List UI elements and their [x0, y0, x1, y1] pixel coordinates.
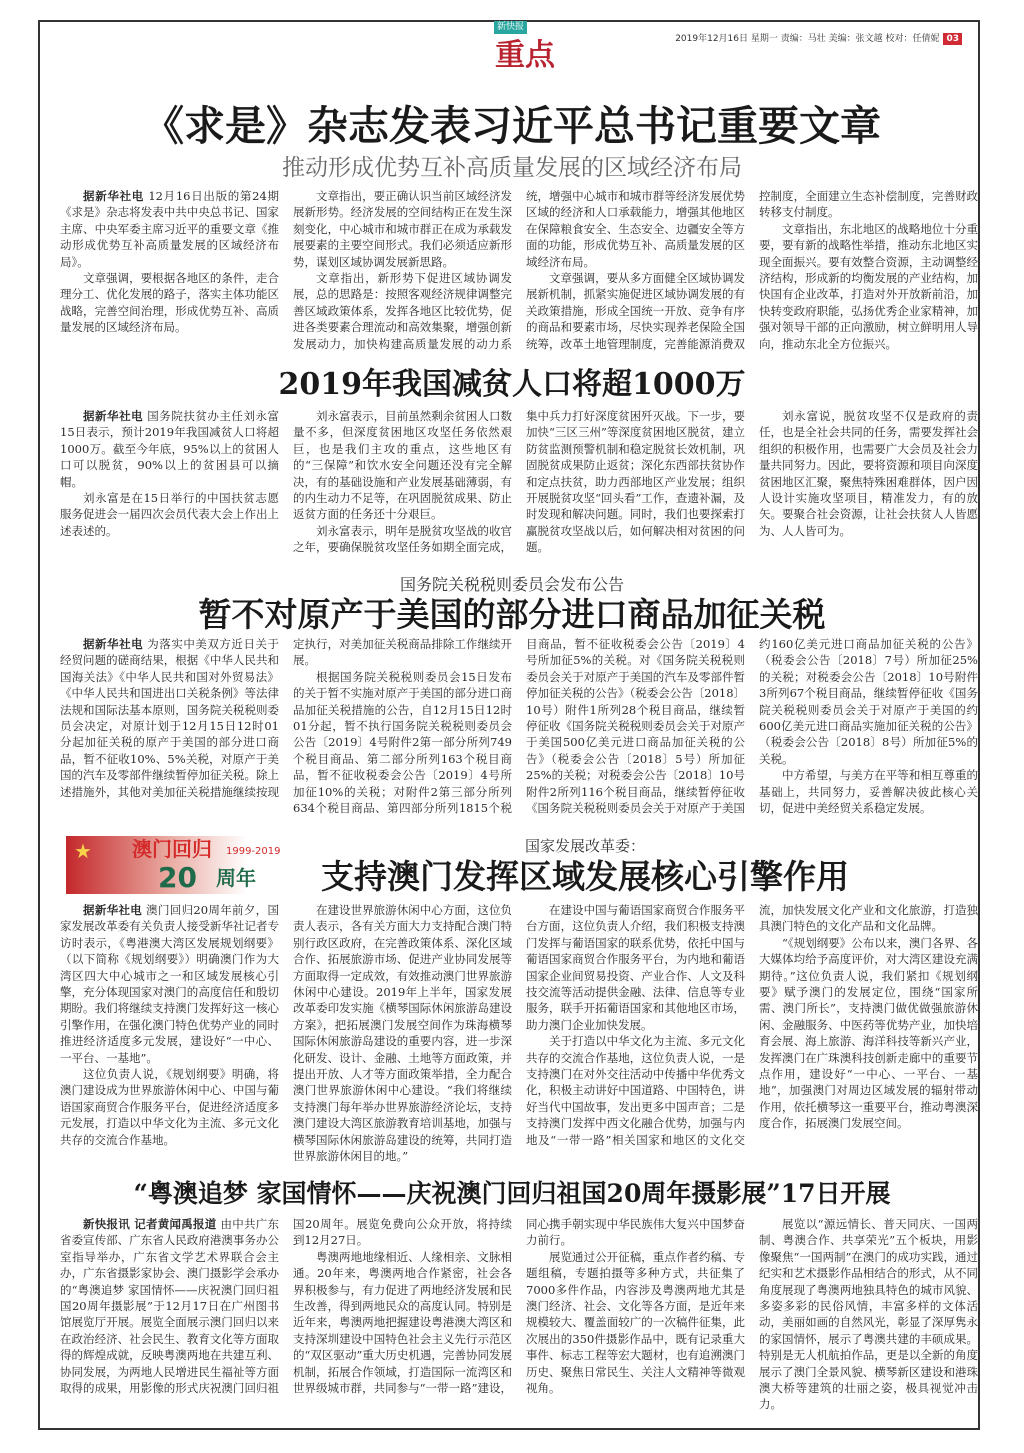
paragraph: 这位负责人说，《规划纲要》明确，将澳门建设成为世界旅游休闲中心、中国与葡语国家商贸合作服务平台，促进经济适度多元发展，打造以中华文化为主流、多元文化共存的交流合作基地。	[60, 1067, 279, 1147]
logo-suffix: 周年	[216, 866, 256, 890]
paragraph-text: 由中共广东省委宣传部、广东省人民政府港澳事务办公室指导举办，广东省文学艺术界联合会主办，广东省摄影家协会、澳门摄影学会承办的“粤澳追梦 家国情怀——庆祝澳门回归祖国20周年摄影展”于12月17日在广州图书馆展览厅开展。展览全面展示澳门回归以来在政治经济、社会民生、教育文化等方面取得的辉煌成就，反映粤澳两地在共建互利、协同发展，为两地人民增进民生福祉等方面取得的成果，用影像的形式庆祝澳门回归祖国20周年。展览免费向公众开放，将持续到12月27日。	[60, 1217, 512, 1396]
article-5-body	[60, 1216, 978, 1422]
logo-text: 澳门回归	[132, 837, 212, 861]
paragraph: “《规划纲要》公布以来，澳门各界、各大媒体均给予高度评价，对大湾区建设充满期待。”这位负责人说，我们紧扣《规划纲要》赋予澳门的发展定位，围绕“国家所需、澳门所长”，支持澳门做优做强旅游休闲、金融服务、中医药等优势产业，加快培育会展、海上旅游、海洋科技等新兴产业，发挥澳门在广珠澳科技创新走廊中的重要节点作用，建设好“一中心、一平台、一基地”，加强澳门对周边区域发展的辐射带动作用，依托横琴这一重要平台，推动粤澳深度合作，拓展澳门发展空间。	[759, 935, 978, 1131]
paragraph: 文章指出，东北地区的战略地位十分重要，要有新的战略性举措，推动东北地区实现全面振兴。要有效整合资源，主动调整经济结构，形成新的均衡发展的产业结构，加快国有企业改革，打造对外开放新前沿，加快转变政府职能，弘扬优秀企业家精神，加强对领导干部的正向激励，树立鲜明用人导向，推动东北全方位振兴。	[759, 221, 978, 351]
article-4-title: 支持澳门发挥区域发展核心引擎作用	[321, 857, 849, 896]
paragraph: 展览通过公开征稿，重点作者约稿、专题组稿，专题拍摄等多种方式，共征集了7000多件作品，内容涉及粤澳两地尤其是澳门经济、社会、文化等各方面，是近年来规模较大、覆盖面较广的一次稿件征集，此次展出的350件摄影作品中，既有记录重大事件、标志工程等宏大题材，也有追溯澳门历史、聚焦日常民生、关注人文精神等微观视角。	[526, 1249, 745, 1396]
paragraph	[60, 188, 279, 270]
paragraph-text: 12月16日出版的第24期《求是》杂志将发表中共中央总书记、国家主席、中央军委主席习近平的重要文章《推动形成优势互补高质量发展的区域经济布局》。	[60, 189, 279, 269]
paragraph: 根据国务院关税税则委员会15日发布的关于暂不实施对原产于美国的部分进口商品加征关税措施的公告，自12月15日12时01分起，暂不执行国务院关税税则委员会公告〔2019〕4号附件2第一部分所列749个税目商品、第二部分所列163个税目商品，暂不征收税委会公告〔2019〕4号所加征10%的关税；对附件2第三部分所列634个税目商品、第四部分所列1815个税目商品，暂不征收税委会公告〔2019〕4号所加征5%的关税。对《国务院关税税则委员会关于对原产于美国的汽车及零部件暂停加征关税的公告》（税委会公告〔2018〕10号）附件1所列28个税目商品，继续暂停征收《国务院关税税则委员会关于对原产于美国500亿美元进口商品加征关税的公告》（税委会公告〔2018〕5号）所加征25%的关税；对税委会公告〔2018〕10号附件2所列116个税目商品，继续暂停征收《国务院关税税则委员会关于对原产于美国约160亿美元进口商品加征关税的公告》（税委会公告〔2018〕7号）所加征25%的关税；对税委会公告〔2018〕10号附件3所列67个税目商品，继续暂停征收《国务院关税税则委员会关于对原产于美国的约600亿美元进口商品实施加征关税的公告》（税委会公告〔2018〕8号）所加征5%的关税。	[293, 637, 978, 816]
dateline-lead: 据新华社电	[83, 637, 144, 651]
dateline	[675, 33, 962, 45]
paragraph: 刘永富说，脱贫攻坚不仅是政府的责任，也是全社会共同的任务，需要发挥社会组织的积极作用，也需要广大会员及社会力量共同努力。因此，要将资源和项目向深度贫困地区汇聚，聚焦特殊困难群体，因户因人设计实施攻坚项目，精准发力，有的放矢。要聚合社会资源，让社会扶贫人人皆愿为、人人皆可为。	[759, 409, 978, 538]
macau-anniversary-logo	[66, 836, 292, 894]
dateline-text: 2019年12月16日 星期一 责编：马壮 美编：张文越 校对：任倩妮	[675, 34, 940, 44]
paragraph: 展览以“源远情长、普天同庆、一国两制、粤澳合作、共享荣光”五个板块，用影像聚焦“一国两制”在澳门的成功实践，通过纪实和艺术摄影作品相结合的形式，从不同角度展现了粤澳两地独具特色的城市风貌、多姿多彩的民俗风情，丰富多样的文体活动，美丽如画的自然风光，彰显了深厚隽永的家国情怀，展示了粤澳共建的丰硕成果。特别是无人机航拍作品，更是以全新的角度展示了澳门全景风貌、横琴新区建设和港珠澳大桥等建筑的壮丽之姿，极具视觉冲击力。	[759, 1217, 978, 1412]
dateline-lead: 新快报讯 记者黄闻禹报道	[83, 1217, 217, 1231]
logo-years: 1999-2019	[226, 846, 281, 857]
paragraph-text: 为落实中美双方近日关于经贸问题的磋商结果，根据《中华人民共和国海关法》《中华人民共和国对外贸易法》《中华人民共和国进出口关税条例》等法律法规和国际法基本原则，国务院关税税则委员会决定，对原计划于12月15日12时01分起加征关税的原产于美国的部分进口商品，暂不征收10%、5%关税，对原产于美国的汽车及零部件继续暂停加征关税。除上述措施外，其他对美加征关税措施继续按现定执行，对美加征关税商品排除工作继续开展。	[60, 637, 512, 799]
page-number: 03	[943, 33, 962, 45]
paragraph	[60, 408, 279, 490]
section-title: 重点	[495, 38, 555, 73]
article-3-kicker: 国务院关税税则委员会发布公告	[399, 575, 624, 594]
paragraph: 文章指出，要正确认识当前区域经济发展新形势。经济发展的空间结构正在发生深刻变化，中心城市和城市群正在成为承载发展要素的主要空间形式。我们必须适应新形势，谋划区域协调发展新思路。	[293, 189, 512, 269]
article-5-title: “粤澳追梦 家国情怀——庆祝澳门回归祖国20周年摄影展”17日开展	[133, 1179, 891, 1208]
dateline-lead: 据新华社电	[83, 189, 144, 203]
paragraph-text: 国务院扶贫办主任刘永富15日表示，预计2019年我国减贫人口将超1000万。截至今年底，95%以上的贫困人口可以脱贫，90%以上的贫困县可以摘帽。	[60, 409, 279, 489]
newspaper-logo: 新快报	[494, 21, 527, 34]
article-3-title: 暂不对原产于美国的部分进口商品加征关税	[198, 595, 826, 634]
article-2-body	[60, 408, 978, 558]
paragraph: 文章指出，新形势下促进区域协调发展，总的思路是：按照客观经济规律调整完善区域政策体系，发挥各地区比较优势，促进各类要素合理流动和高效集聚，增强创新发展动力，加快构建高质量发展的动力系统，增强中心城市和城市群等经济发展优势区域的经济和人口承载能力，增强其他地区在保障粮食安全、生态安全、边疆安全等方面的功能，形成优势互补、高质量发展的区域经济布局。	[293, 189, 745, 351]
paragraph: 刘永富表示，明年是脱贫攻坚战的收官之年，要确保脱贫攻坚任务如期全面完成，集中兵力打好深度贫困歼灭战。下一步，要加快“三区三州”等深度贫困地区脱贫，建立防贫监测预警机制和稳定脱贫长效机制，巩固脱贫成果防止返贫；深化东西部扶贫协作和定点扶贫，助力西部地区产业发展；组织开展脱贫攻坚“回头看”工作，查遗补漏，及时发现和解决问题。同时，我们也要探索打赢脱贫攻坚战以后，如何解决相对贫困的问题。	[293, 409, 745, 555]
article-2-title: 2019年我国减贫人口将超1000万	[278, 367, 746, 402]
paragraph-text: 澳门回归20周年前夕，国家发展改革委有关负责人接受新华社记者专访时表示，《粤港澳大湾区发展规划纲要》（以下简称《规划纲要》）明确澳门作为大湾区四大中心城市之一和区域发展核心引擎，充分体现国家对澳门的高度信任和殷切期盼。我们将继续支持澳门发挥好这一核心引擎作用，在强化澳门特色优势产业的同时推进经济适度多元发展，建设好“一中心、一平台、一基地”。	[60, 903, 280, 1065]
article-4-body	[60, 902, 978, 1168]
paragraph: 关于打造以中华文化为主流、多元文化共存的交流合作基地，这位负责人说，一是支持澳门在对外交往活动中传播中华优秀文化，积极主动讲好中国道路、中国特色，讲好当代中国故事，发出更多中国声音；二是支持澳门发挥中西文化融合优势，加强与内地及“一带一路”相关国家和地区的文化交流，加快发展文化产业和文化旅游，打造独具澳门特色的文化产品和文化品牌。	[526, 903, 978, 1147]
dateline-lead: 据新华社电	[83, 903, 143, 917]
article-3-body	[60, 636, 978, 820]
star-icon: ★	[74, 839, 92, 863]
article-1-subtitle: 推动形成优势互补高质量发展的区域经济布局	[282, 155, 742, 181]
paragraph: 刘永富是在15日举行的中国扶贫志愿服务促进会一届四次会员代表大会上作出上述表述的。	[60, 491, 279, 538]
paragraph: 在建设中国与葡语国家商贸合作服务平台方面，这位负责人介绍，我们积极支持澳门发挥与葡语国家的联系优势，依托中国与葡语国家商贸合作服务平台，为内地和葡语国家企业间贸易投资、产业合作、人文及科技交流等活动提供金融、法律、信息等专业服务，联手开拓葡语国家和其他地区市场，助力澳门企业加快发展。	[526, 903, 745, 1032]
paragraph: 刘永富表示，目前虽然剩余贫困人口数量不多，但深度贫困地区攻坚任务依然艰巨，也是我们主攻的重点，这些地区有的“三保障”和饮水安全问题还没有完全解决，有的基础设施和产业发展基础薄弱，有的内生动力不足等，在巩固脱贫成果、防止返贫方面的任务还十分艰巨。	[293, 409, 512, 522]
paragraph: 中方希望，与美方在平等和相互尊重的基础上，共同努力，妥善解决彼此核心关切，促进中美经贸关系稳定发展。	[759, 768, 978, 816]
paragraph: 在建设世界旅游休闲中心方面，这位负责人表示，各有关方面大力支持配合澳门特别行政区政府，在完善政策体系、深化区域合作、拓展旅游市场、促进产业协同发展等方面取得一定成效，有效推动澳门世界旅游休闲中心建设。2019年上半年，国家发展改革委印发实施《横琴国际休闲旅游岛建设方案》，把拓展澳门发展空间作为珠海横琴国际休闲旅游岛建设的重要内容，进一步深化研发、设计、金融、土地等方面政策，并提出开放、人才等方面政策举措，全力配合澳门世界旅游休闲中心建设。“我们将继续支持澳门每年举办世界旅游经济论坛，支持澳门建设大湾区旅游教育培训基地，加强与横琴国际休闲旅游岛建设的统筹，共同打造世界旅游休闲目的地。”	[293, 903, 512, 1164]
paragraph: 文章强调，要根据各地区的条件，走合理分工、优化发展的路子，落实主体功能区战略，完善空间治理，形成优势互补、高质量发展的区域经济布局。	[60, 271, 279, 335]
article-1-title: 《求是》杂志发表习近平总书记重要文章	[143, 102, 881, 150]
paragraph: 文章强调，要从多方面健全区域协调发展新机制，抓紧实施促进区域协调发展的有关政策措施，形成全国统一开放、竞争有序的商品和要素市场，尽快实现养老保险全国统筹，改革土地管理制度，完善能源消费双控制度，全面建立生态补偿制度，完善财政转移支付制度。	[526, 189, 978, 351]
paragraph: 粤澳两地地缘相近、人缘相亲、文脉相通。20年来，粤澳两地合作紧密，社会各界积极参与，有力促进了两地经济发展和民生改善，得到两地民众的高度认同。特别是近年来，粤澳两地把握建设粤港澳大湾区和支持深圳建设中国特色社会主义先行示范区的“双区驱动”重大历史机遇，完善协同发展机制，拓展合作领域，打造国际一流湾区和世界级城市群，共同参与“一带一路”建设，同心携手朝实现中华民族伟大复兴中国梦奋力前行。	[293, 1217, 745, 1396]
logo-number: 20	[158, 861, 197, 894]
dateline-lead: 据新华社电	[83, 409, 144, 423]
paragraph	[60, 902, 279, 1066]
article-1-body	[60, 188, 978, 354]
article-4-kicker: 国家发展改革委：	[524, 837, 645, 855]
